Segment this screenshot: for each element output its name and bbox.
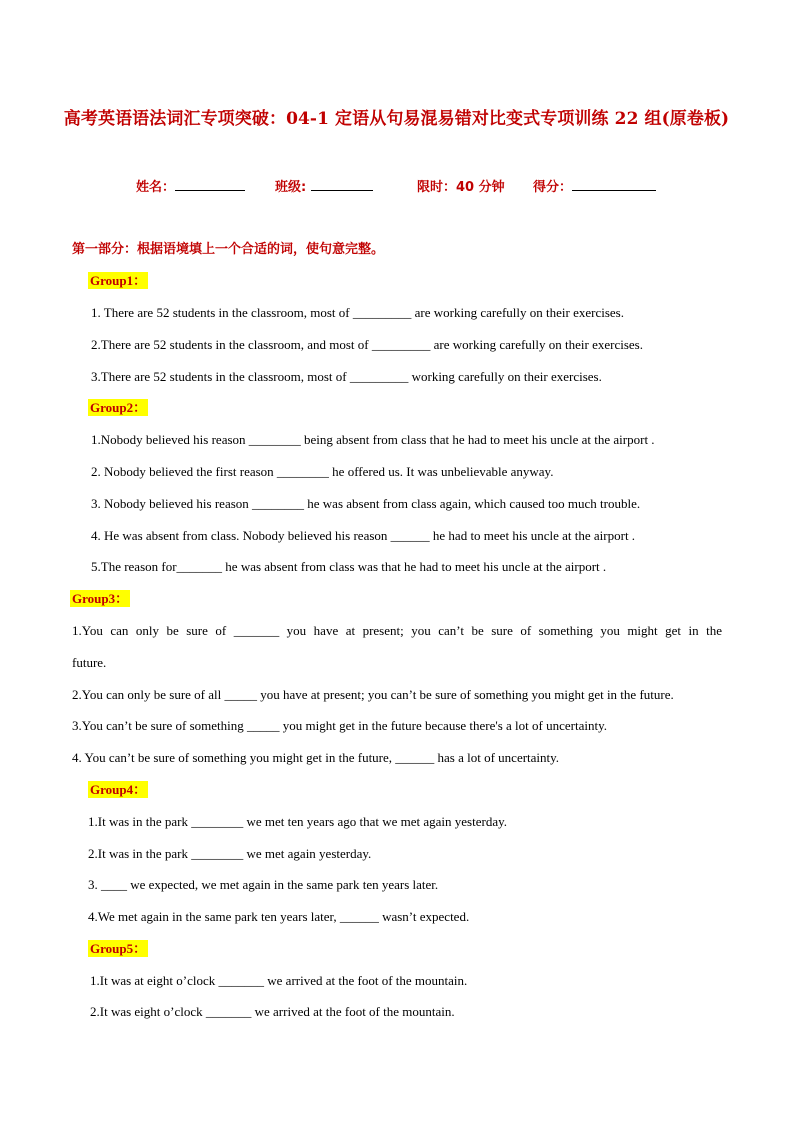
group-heading: Group3： [72,591,129,606]
exercise-line: 2. Nobody believed the first reason ________ he offered us. It was unbelievable anyway. [91,464,554,479]
group-heading: Group5： [90,941,147,956]
exercise-line: 4.We met again in the same park ten years later, ______ wasn’t expected. [88,909,470,924]
class-label: 班级: [275,180,307,195]
score-field [533,176,656,195]
name-label: 姓名： [136,180,176,195]
time-limit: 限时：40 分钟 [417,180,505,195]
exercise-line: 4. He was absent from class. Nobody believed his reason ______ he had to meet his uncle at the airport . [91,528,636,543]
exercise-line: 1.You can only be sure of _______ you have at present; you can’t be sure of something you might get in the [72,623,722,638]
score-label: 得分： [533,180,573,195]
exercise-line: 1.It was in the park ________ we met ten years ago that we met again yesterday. [88,814,507,829]
exercise-line: 2.You can only be sure of all _____ you have at present; you can’t be sure of something you might get in the future. [72,687,674,702]
name-blank [175,178,245,191]
class-blank [311,178,373,191]
exercise-line-continued: future. [72,655,107,670]
exercise-line: 1.Nobody believed his reason ________ being absent from class that he had to meet his uncle at the airport . [91,432,655,447]
exercise-line: 2.There are 52 students in the classroom, and most of _________ are working carefully on their exercises. [91,337,643,352]
group-heading: Group4： [90,782,147,797]
exercise-line: 3.There are 52 students in the classroom, most of _________ working carefully on their exercises. [91,369,602,384]
page-title: 高考英语语法词汇专项突破：04-1 定语从句易混易错对比变式专项训练 22 组(原卷板) [63,109,730,129]
exercise-line: 2.It was in the park ________ we met again yesterday. [88,846,372,861]
exercise-line: 1.It was at eight o’clock _______ we arrived at the foot of the mountain. [90,973,468,988]
score-blank [572,178,656,191]
exercise-line: 3. Nobody believed his reason ________ he was absent from class again, which caused too much trouble. [91,496,641,511]
exercise-line: 3. ____ we expected, we met again in the same park ten years later. [88,877,439,892]
part1-instruction: 第一部分：根据语境填上一个合适的词，使句意完整。 [72,242,385,257]
exercise-line: 5.The reason for_______ he was absent from class was that he had to meet his uncle at the airport . [91,559,607,574]
exercise-line: 4. You can’t be sure of something you might get in the future, ______ has a lot of uncertainty. [72,750,560,765]
name-field [136,176,245,195]
class-field [275,176,373,195]
exercise-line: 3.You can’t be sure of something _____ you might get in the future because there's a lot of uncertainty. [72,718,607,733]
group-heading: Group1： [90,273,147,288]
exercise-line: 2.It was eight o’clock _______ we arrived at the foot of the mountain. [90,1004,455,1019]
group-heading: Group2： [90,400,147,415]
exercise-line: 1. There are 52 students in the classroom, most of _________ are working carefully on their exercises. [91,305,624,320]
